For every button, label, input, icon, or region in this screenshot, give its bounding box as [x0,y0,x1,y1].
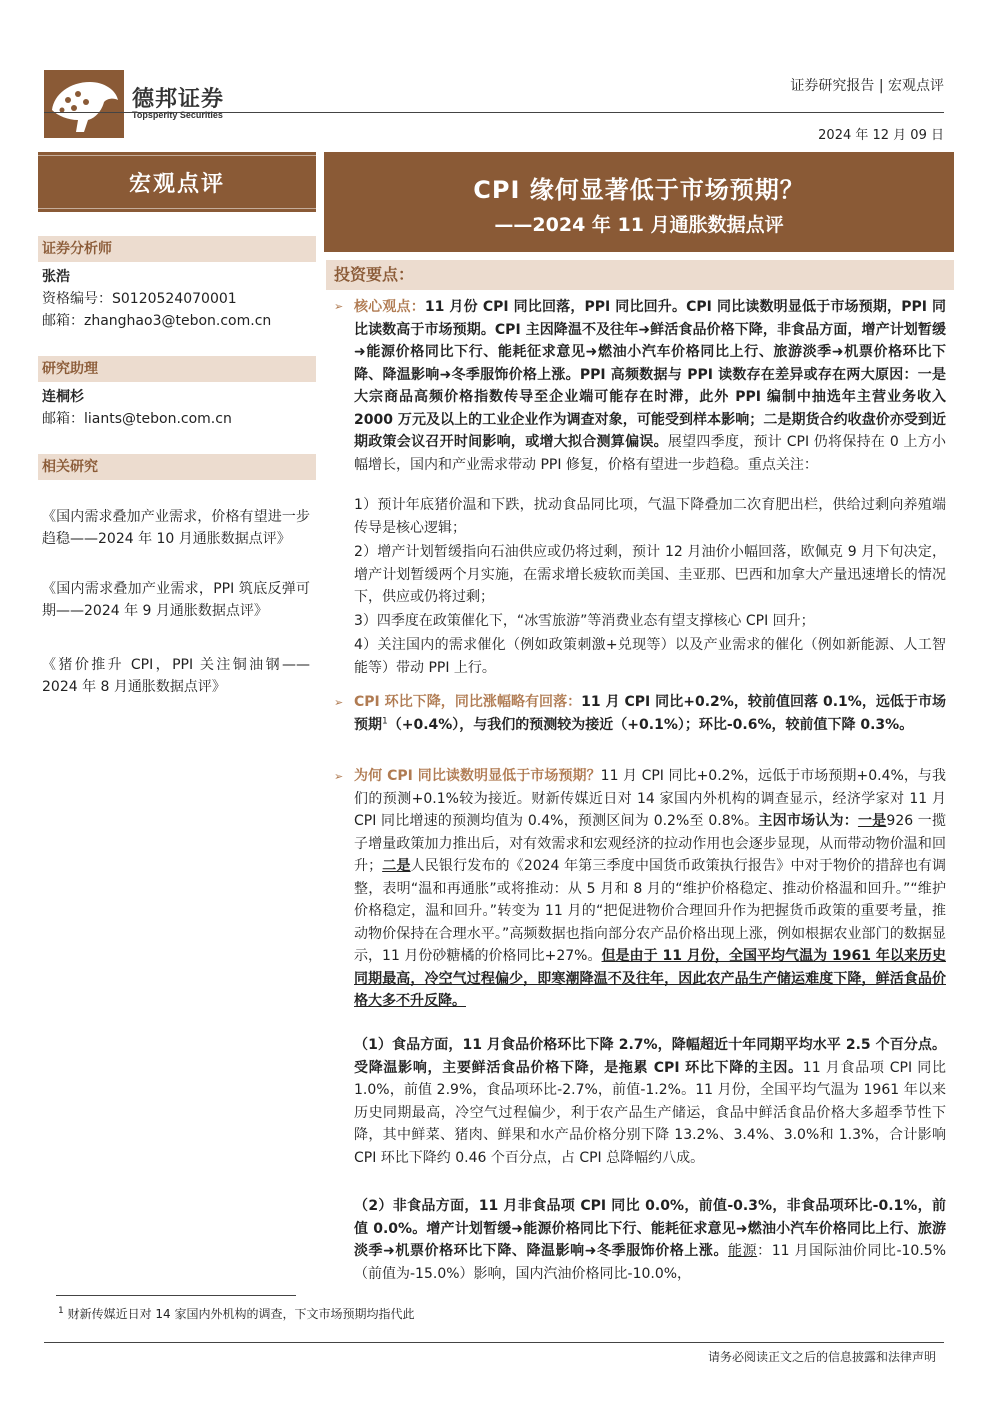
title-banner [324,152,954,252]
why-cpi-text-2: 926 一揽子增量政策加力推出后，对有效需求和宏观经济的拉动作用也会逐步显现，从而带动物价温和回升； [354,813,947,874]
why-cpi-text: 11 月 CPI 同比+0.2%，远低于市场预期+0.4%，与我们的预测+0.1%较为接近。财新传媒近日对 14 家国内外机构的调查显示，经济学家对 11 月 CPI 同比增速的预测均值为 0.4%，预测区间为 0.2%至 0.8%。 [354,768,946,829]
analyst-section-title: 证券分析师 [38,236,316,262]
cpi-mom-bold-2: （+0.4%），与我们的预测较为接近（+0.1%）；环比-0.6%，较前值下降 0.3%。 [387,716,914,733]
bullet-arrow-icon: ➢ [334,696,344,709]
food-paragraph [354,1034,946,1169]
footnote-ref: 1 [382,715,388,726]
why-cpi-low-paragraph [354,765,946,1013]
food-bold: （1）食品方面，11 月食品价格环比下降 2.7%，降幅超近十年同期平均水平 2.5 个百分点。受降温影响，主要鲜活食品价格下降，是拖累 CPI 环比下降的主因。 [354,1037,946,1076]
why-cpi-text-3: 人民银行发布的《2024 年第三季度中国货币政策执行报告》中对于物价的措辞也有调整，表明“温和再通胀”或将推动：从 5 月和 8 月的“维护价格稳定、推动价格温和回升。”“维护价格稳定，温和回升。”转变为 11 月的“把促进物价合理回升作为把握货币政策的重要考量，推动物价保持在合理水平。”高频数据也指向部分农产品价格出现上涨，例如根据农业部门的数据显示，11 月份砂糖橘的价格同比+27%。 [354,858,947,964]
brand-logo-icon [44,70,124,138]
footnote-number: 1 [58,1306,64,1316]
related-report-link[interactable]: 《国内需求叠加产业需求，价格有望进一步趋稳——2024 年 10 月通胀数据点评》 [42,509,310,547]
nonfood-text: ：11 月国际油价同比-10.5%（前值为-15.0%）影响，国内汽油价格同比-10.0%， [354,1243,946,1282]
report-date: 2024 年 12 月 09 日 [818,128,944,143]
brand-name: 德邦证券 [132,87,225,112]
core-view-paragraph [354,296,946,476]
brand-name-english: Topsperity Securities [132,110,223,120]
assistant-section-title: 研究助理 [38,356,316,382]
assistant-name: 连桐杉 [42,389,84,405]
cpi-mom-paragraph [354,691,946,736]
assistant-email: 邮箱：liants@tebon.com.cn [42,411,232,427]
nonfood-bold: （2）非食品方面，11 月非食品项 CPI 同比 0.0%，前值-0.3%，非食品项环比-0.1%，前值 0.0%。增产计划暂缓➜能源价格同比下行、能耗征求意见➜燃油小汽车价格同比上行、旅游淡季➜机票价格环比下降、降温影响➜冬季服饰价格上涨。 [354,1198,946,1259]
reason-one: 一是 [857,813,887,829]
why-cpi-label: 为何 CPI 同比读数明显低于市场预期？ [354,768,601,784]
why-cpi-bold: 主因市场认为： [758,813,858,829]
related-report-link[interactable]: 《国内需求叠加产业需求，PPI 筑底反弹可期——2024 年 9 月通胀数据点评》 [42,581,310,619]
analyst-name: 张浩 [42,269,70,285]
cpi-mom-bold: 11 月 CPI 同比+0.2%，较前值回落 0.1%，远低于市场预期 [354,694,947,733]
core-view-bold: 11 月份 CPI 同比回落，PPI 同比回升。CPI 同比读数明显低于市场预期，PPI 同比读数高于市场预期。CPI 主因降温不及往年➜鲜活食品价格下降，非食品方面，增产计划暂缓➜能源价格同比下行、能耗征求意见➜燃油小汽车价格同比上行、旅游淡季➜机票价格环比下降、降温影响➜冬季服饰价格上涨。PPI 高频数据与 PPI 读数存在差异或存在两大原因：一是大宗商品高频价格指数传导至企业端可能存在时滞，此外 PPI 编制中抽选年主营业务收入 2000 万元及以上的工业企业作为调查对象，可能受到样本影响；二是期货合约收盘价亦受到近期政策会议召开时间影响，或增大拟合测算偏误。 [354,299,947,450]
core-view-rest: 展望四季度，预计 CPI 仍将保持在 0 上方小幅增长，国内和产业需求带动 PPI 修复，价格有望进一步趋稳。重点关注： [354,434,946,473]
focus-item: 2）增产计划暂缓指向石油供应或仍将过剩，预计 12 月油价小幅回落，欧佩克 9 月下旬决定，增产计划暂缓两个月实施，在需求增长疲软而美国、圭亚那、巴西和加拿大产量迅速增长的情况下，供应或仍将过剩； [354,544,946,605]
footer-divider [44,1342,944,1343]
energy-label: 能源 [728,1243,758,1259]
cpi-mom-label: CPI 环比下降，同比涨幅略有回落： [354,694,582,710]
report-subtitle: ——2024 年 11 月通胀数据点评 [494,214,784,236]
analyst-cert: 资格编号：S0120524070001 [42,291,237,307]
bullet-arrow-icon: ➢ [334,770,344,783]
report-title: CPI 缘何显著低于市场预期？ [473,176,805,204]
focus-item: 4）关注国内的需求催化（例如政策刺激+兑现等）以及产业需求的催化（例如新能源、人工智能等）带动 PPI 上行。 [354,637,946,676]
header-divider [44,112,944,113]
related-report-link[interactable]: 《猪价推升 CPI，PPI 关注铜油钢——2024 年 8 月通胀数据点评》 [42,657,310,695]
related-section-title: 相关研究 [38,454,316,480]
analyst-email: 邮箱：zhanghao3@tebon.com.cn [42,313,272,329]
disclaimer: 请务必阅读正文之后的信息披露和法律声明 [707,1350,936,1364]
core-view-label: 核心观点： [354,299,425,315]
why-cpi-conclusion: 但是由于 11 月份，全国平均气温为 1961 年以来历史同期最高，冷空气过程偏少，即寒潮降温不及往年，因此农产品生产储运难度下降，鲜活食品价格大多不升反降。 [354,948,946,1009]
invest-heading: 投资要点： [326,260,954,290]
focus-item: 1）预计年底猪价温和下跌，扰动食品同比项，气温下降叠加二次育肥出栏，供给过剩向养殖端传导是核心逻辑； [354,497,946,536]
footnote [58,1305,414,1322]
nonfood-paragraph [354,1195,946,1285]
category-banner: 宏观点评 [38,152,316,212]
reason-two: 二是 [382,858,411,874]
footnote-text: 财新传媒近日对 14 家国内外机构的调查，下文市场预期均指代此 [67,1307,415,1321]
bullet-arrow-icon: ➢ [334,300,344,313]
report-type: 证券研究报告 | 宏观点评 [790,78,944,94]
footnote-divider [56,1295,296,1296]
food-text: 11 月食品项 CPI 同比 1.0%，前值 2.9%，食品项环比-2.7%，前值-1.2%。11 月份，全国平均气温为 1961 年以来历史同期最高，冷空气过程偏少，利于农产品生产储运，食品中鲜活食品价格大多超季节性下降，其中鲜菜、猪肉、鲜果和水产品价格分别下降 13.2%、3.4%、3.0%和 1.3%，合计影响 CPI 环比下降约 0.46 个百分点，占 CPI 总降幅约八成。 [354,1059,946,1166]
focus-item: 3）四季度在政策催化下，“冰雪旅游”等消费业态有望支撑核心 CPI 回升； [354,613,815,629]
